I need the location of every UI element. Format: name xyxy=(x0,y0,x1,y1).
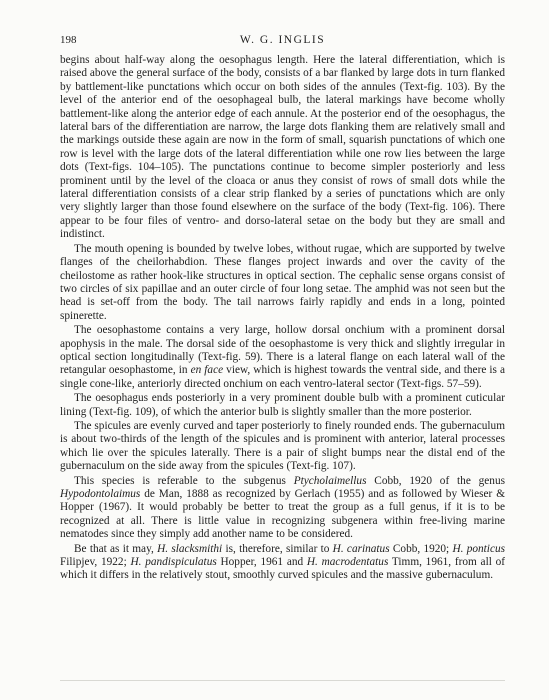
paragraph-spicules: The spicules are evenly curved and taper posteriorly to finely rounded ends. The gubernaculum is about two-thirds of the length of the spicules and is prominent with anterior, lateral processes which lie over the spicules laterally. There is a pair of slight bumps near the distal end of the gubernaculum on the side away from the spicules (Text-fig. 107). xyxy=(60,419,505,473)
paragraph-oesophastome: The oesophastome contains a very large, hollow dorsal onchium with a prominent dorsal apophysis in the male. The dorsal side of the oesophastome is very thick and slightly irregular in optical section longitudinally (Text-fig. 59). There is a lateral flange on each lateral wall of the retangular oesophastome, in en face view, which is highest towards the ventral side, and there is a single cone-like, anteriorly directed onchium on each ventro-lateral sector (Text-figs. 57–59). xyxy=(60,324,505,390)
paragraph-subgenus: This species is referable to the subgenus Ptycholaimellus Cobb, 1920 of the genus Hypodontolaimus de Man, 1888 as recognized by Gerlach (1955) and as followed by Wieser & Hopper (1967). It would probably be better to treat the group as a full genus, if it is to be recognized at all. There is little value in recognizing subgenera within free-living marine nematodes since they simply add another name to be considered. xyxy=(60,474,505,541)
running-head: W. G. INGLIS xyxy=(239,34,326,46)
body-text xyxy=(60,54,505,584)
paragraph-comparison: Be that as it may, H. slacksmithi is, therefore, similar to H. carinatus Cobb, 1920; H. ponticus Filipjev, 1922; H. pandispiculatus Hopper, 1961 and H. macrodentatus Timm, 1961, from all of which it differs in the relatively stout, smoothly curved spicules and the massive gubernaculum. xyxy=(60,542,506,582)
paragraph-mouth-opening: The mouth opening is bounded by twelve lobes, without rugae, which are supported by twelve flanges of the cheilorhabdion. These flanges project inwards and over the cavity of the cheilostome as rather hook-like structures in optical section. The cephalic sense organs consist of two circles of six papillae and an outer circle of four long setae. The amphid was not seen but the head is set-off from the body. The tail narrows fairly rapidly and ends in a long, pointed spinerette. xyxy=(60,242,505,322)
paragraph-lateral-differentiation: begins about half-way along the oesophagus length. Here the lateral differentiation, which is raised above the general surface of the body, consists of a bar flanked by large dots in turn flanked by battlement-like punctations which occur on both sides of the annules (Text-fig. 103). By the level of the anterior end of the oesophageal bulb, the lateral markings have become wholly battlement-like along the anterior edge of each annule. At the posterior end of the oesophagus, the lateral bars of the differentiation are narrow, the large dots flanking them are relatively small and the markings outside these again are now in the form of small, squarish punctations of which one row is level with the large dots of the lateral differentiation while one row lies between the large dots (Text-figs. 104–105). The punctations continue to become simpler posteriorly and less prominent until by the level of the cloaca or anus they consist of rows of small dots while the lateral differentiation consists of a clear strip flanked by a series of punctations which are only very slightly larger than those found elsewhere on the surface of the body (Text-fig. 106). There appear to be four files of ventro- and dorso-lateral setae on the body but they are small and indistinct. xyxy=(60,54,505,241)
page-number: 198 xyxy=(60,34,77,46)
paragraph-oesophagus: The oesophagus ends posteriorly in a very prominent double bulb with a prominent cuticular lining (Text-fig. 109), of which the anterior bulb is slightly smaller than the more posterior. xyxy=(60,392,505,418)
page-header xyxy=(60,34,505,50)
bottom-rule xyxy=(60,680,505,681)
